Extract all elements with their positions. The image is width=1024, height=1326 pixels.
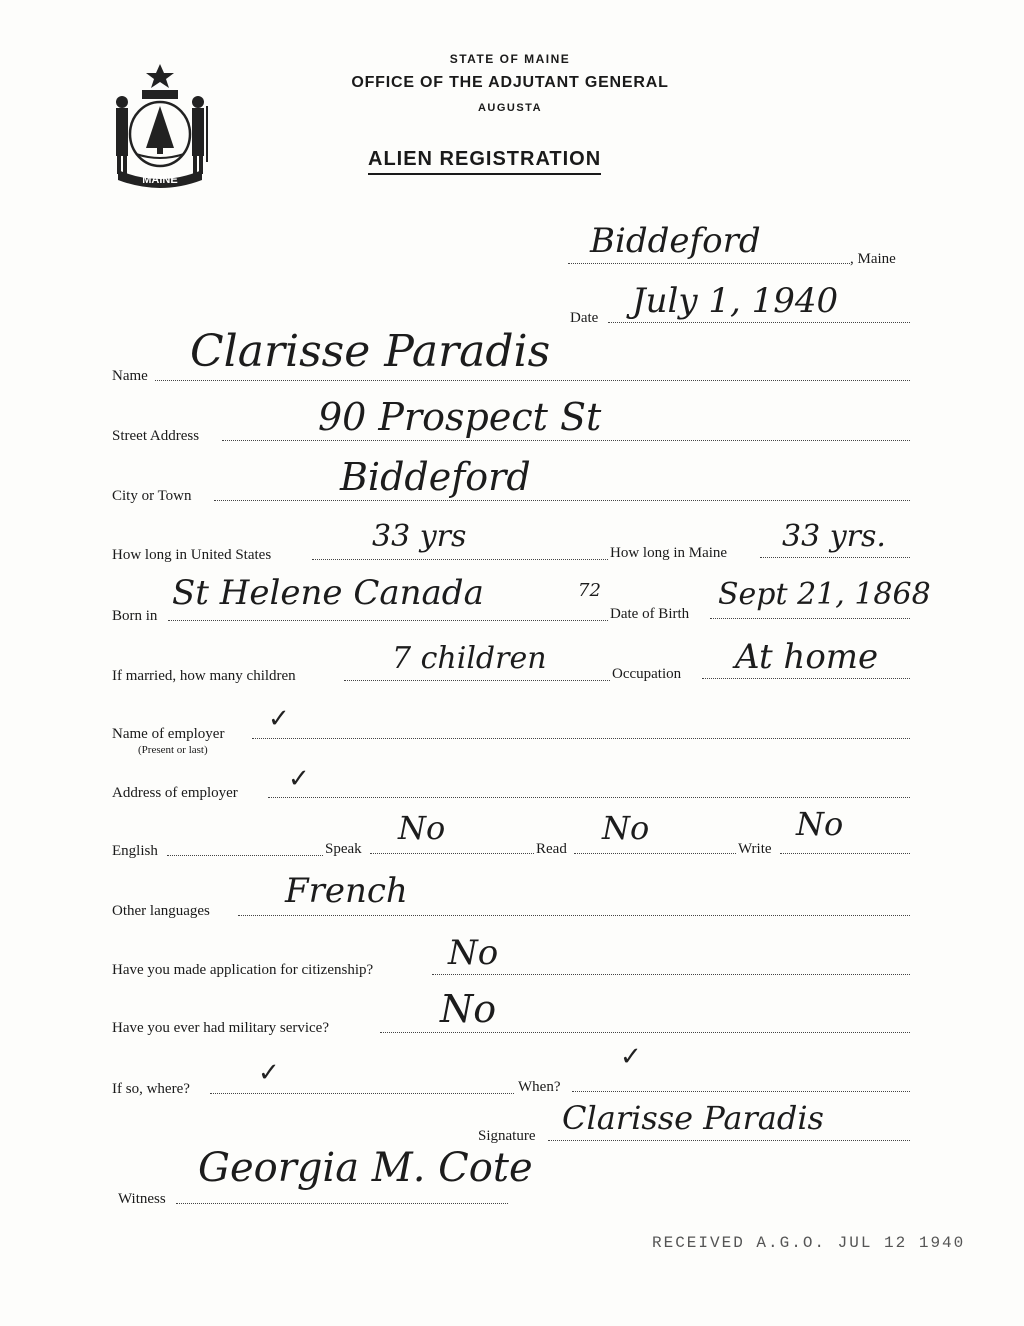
born-label: Born in <box>112 608 158 624</box>
place-line <box>568 263 850 264</box>
maine-years-label: How long in Maine <box>610 545 728 561</box>
state-of-maine-seal-icon <box>108 62 212 192</box>
when-line <box>572 1091 910 1092</box>
english-label: English <box>112 843 158 859</box>
where-label: If so, where? <box>112 1081 190 1097</box>
signature-line <box>548 1140 910 1141</box>
employer-line <box>252 738 910 739</box>
citizenship-label: Have you made application for citizenship? <box>112 962 374 978</box>
children-label: If married, how many children <box>112 668 296 684</box>
employer-sublabel: (Present or last) <box>138 744 208 756</box>
maine-years-line <box>760 557 910 558</box>
read-value: No <box>602 809 650 847</box>
born-value: St Helene Canada <box>172 573 484 613</box>
speak-value: No <box>398 809 446 847</box>
city-line <box>214 500 910 501</box>
occupation-label: Occupation <box>612 666 682 682</box>
citizenship-value: No <box>448 933 499 973</box>
street-label: Street Address <box>112 428 200 444</box>
employer-address-line <box>268 797 910 798</box>
read-label: Read <box>536 841 567 857</box>
occupation-line <box>702 678 910 679</box>
name-line <box>155 380 910 381</box>
place-suffix: , Maine <box>850 251 896 267</box>
military-label: Have you ever had military service? <box>112 1020 329 1036</box>
name-label: Name <box>112 368 148 384</box>
when-check-mark: ✓ <box>620 1042 642 1071</box>
citizenship-line <box>432 974 910 975</box>
children-value: 7 children <box>392 641 547 676</box>
city-value: Biddeford <box>340 455 531 499</box>
date-value: July 1, 1940 <box>632 281 839 321</box>
us-years-label: How long in United States <box>112 547 272 563</box>
witness-line <box>176 1203 508 1204</box>
english-line <box>167 855 323 856</box>
signature-value: Clarisse Paradis <box>562 1099 824 1137</box>
born-line <box>168 620 608 621</box>
children-line <box>344 680 610 681</box>
born-note: 72 <box>578 580 601 601</box>
other-languages-value: French <box>285 871 408 911</box>
place-value: Biddeford <box>590 221 761 261</box>
dob-label: Date of Birth <box>610 606 690 622</box>
dob-value: Sept 21, 1868 <box>718 577 931 612</box>
read-line <box>574 853 736 854</box>
employer-check-mark: ✓ <box>268 704 290 733</box>
military-line <box>380 1032 910 1033</box>
seal-banner-text: MAINE <box>142 174 178 186</box>
employer-address-label: Address of employer <box>112 785 238 801</box>
street-line <box>222 440 910 441</box>
write-value: No <box>796 805 844 843</box>
dob-line <box>710 618 910 619</box>
date-line <box>608 322 910 323</box>
signature-label: Signature <box>478 1128 536 1144</box>
date-label: Date <box>570 310 599 326</box>
employer-address-check-mark: ✓ <box>288 764 310 793</box>
us-years-line <box>312 559 608 560</box>
witness-label: Witness <box>118 1191 166 1207</box>
city-label: City or Town <box>112 488 192 504</box>
write-line <box>780 853 910 854</box>
when-label: When? <box>518 1079 561 1095</box>
write-label: Write <box>738 841 772 857</box>
military-value: No <box>440 987 497 1031</box>
where-check-mark: ✓ <box>258 1058 280 1087</box>
other-languages-label: Other languages <box>112 903 210 919</box>
street-value: 90 Prospect St <box>318 395 602 439</box>
where-line <box>210 1093 514 1094</box>
witness-value: Georgia M. Cote <box>198 1145 533 1191</box>
received-stamp: RECEIVED A.G.O. JUL 12 1940 <box>652 1234 966 1252</box>
speak-line <box>370 853 534 854</box>
maine-years-value: 33 yrs. <box>782 519 886 554</box>
other-languages-line <box>238 915 910 916</box>
header-city: AUGUSTA <box>477 102 543 114</box>
name-value: Clarisse Paradis <box>190 326 551 377</box>
us-years-value: 33 yrs <box>372 519 467 554</box>
header-office: OFFICE OF THE ADJUTANT GENERAL <box>351 74 669 91</box>
header-state: STATE OF MAINE <box>449 52 571 66</box>
speak-label: Speak <box>325 841 362 857</box>
form-title: ALIEN REGISTRATION <box>368 148 601 175</box>
occupation-value: At home <box>735 637 879 677</box>
employer-label: Name of employer <box>112 726 225 742</box>
